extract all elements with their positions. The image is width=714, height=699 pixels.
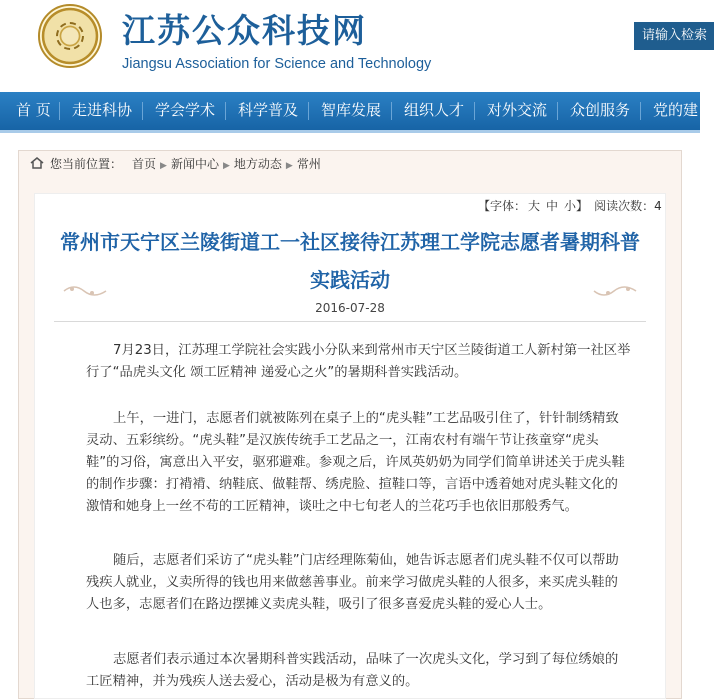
breadcrumb-label: 您当前位置： [50, 157, 123, 171]
nav-separator [640, 102, 641, 120]
ornament-left-icon [62, 283, 108, 299]
nav-separator [142, 102, 143, 120]
nav-item-exchange[interactable]: 对外交流 [487, 101, 548, 119]
nav-item-innovation[interactable]: 众创服务 [570, 101, 631, 119]
article-paragraph: 上午，一进门，志愿者们就被陈列在桌子上的“虎头鞋”工艺品吸引住了，针针制绣精致灵动、五彩缤纷。“虎头鞋”是汉族传统手工艺品之一，江南农村有端午节让孩童穿“虎头鞋”的习俗，寓意出入平安，驱邪避难。参观之后，许凤英奶奶为同学们简单讲述关于虎头鞋的制作步骤：打褙褙、纳鞋底、做鞋帮、绣虎脸、揎鞋口等，言语中透着她对虎头鞋文化的激情和她身上一丝不苟的工匠精神，谈吐之中七旬老人的兰花巧手也依旧那般秀气。 [86, 411, 625, 514]
divider [54, 321, 646, 322]
breadcrumb-current[interactable]: 常州 [296, 157, 321, 171]
nav-item-home[interactable]: 首 页 [16, 101, 51, 119]
nav-separator [557, 102, 558, 120]
article-title: 常州市天宁区兰陵街道工一社区接待江苏理工学院志愿者暑期科普实践活动 [60, 230, 640, 292]
font-label: 【字体： [478, 199, 527, 213]
read-count: 阅读次数：4 [594, 199, 662, 213]
search-input[interactable]: 请输入检索 [634, 22, 714, 50]
nav-separator [225, 102, 226, 120]
main-nav [0, 92, 700, 133]
nav-item-academic[interactable]: 学会学术 [155, 101, 216, 119]
breadcrumb-arrow-icon: ▶ [222, 161, 230, 171]
article-paragraph: 7月23日，江苏理工学院社会实践小分队来到常州市天宁区兰陵街道工人新村第一社区举行了“品虎头文化 颂工匠精神 递爱心之火”的暑期科普实践活动。 [86, 343, 631, 380]
breadcrumb-arrow-icon: ▶ [285, 161, 293, 171]
nav-item-thinktank[interactable]: 智库发展 [321, 101, 382, 119]
nav-item-science[interactable]: 科学普及 [238, 101, 299, 119]
font-mid-button[interactable]: 中 [546, 199, 559, 213]
nav-item-party[interactable]: 党的建 [653, 101, 699, 119]
article-paragraph: 随后，志愿者们采访了“虎头鞋”门店经理陈菊仙，她告诉志愿者们虎头鞋不仅可以帮助残疾人就业，义卖所得的钱也用来做慈善事业。前来学习做虎头鞋的人很多，来买虎头鞋的人也多，志愿者们在路边摆摊义卖虎头鞋，吸引了很多喜爱虎头鞋的爱心人士。 [86, 553, 619, 612]
article-tools [478, 197, 668, 214]
ornament-right-icon [592, 283, 638, 299]
article-paragraph: 志愿者们表示通过本次暑期科普实践活动，品味了一次虎头文化，学习到了每位绣娘的工匠精神，并为残疾人送去爱心，活动是极为有意义的。 [86, 652, 619, 689]
site-title[interactable]: 江苏公众科技网 [122, 11, 367, 50]
breadcrumb-arrow-icon: ▶ [160, 161, 167, 171]
font-small-button[interactable]: 小】 [564, 199, 589, 213]
breadcrumb [30, 153, 321, 175]
nav-separator [474, 102, 475, 120]
nav-separator [59, 102, 60, 120]
nav-separator [308, 102, 309, 120]
article-date: 2016-07-28 [315, 301, 385, 315]
site-logo[interactable] [38, 4, 102, 68]
font-big-button[interactable]: 大 [528, 199, 541, 213]
home-icon [30, 155, 44, 169]
breadcrumb-news[interactable]: 新闻中心 [170, 157, 219, 171]
site-subtitle: Jiangsu Association for Science and Technology [122, 56, 432, 72]
breadcrumb-home[interactable]: 首页 [132, 157, 157, 171]
nav-separator [391, 102, 392, 120]
nav-item-talent[interactable]: 组织人才 [404, 101, 465, 119]
site-header [0, 0, 708, 92]
nav-item-about[interactable]: 走进科协 [72, 101, 133, 119]
breadcrumb-local[interactable]: 地方动态 [233, 157, 282, 171]
